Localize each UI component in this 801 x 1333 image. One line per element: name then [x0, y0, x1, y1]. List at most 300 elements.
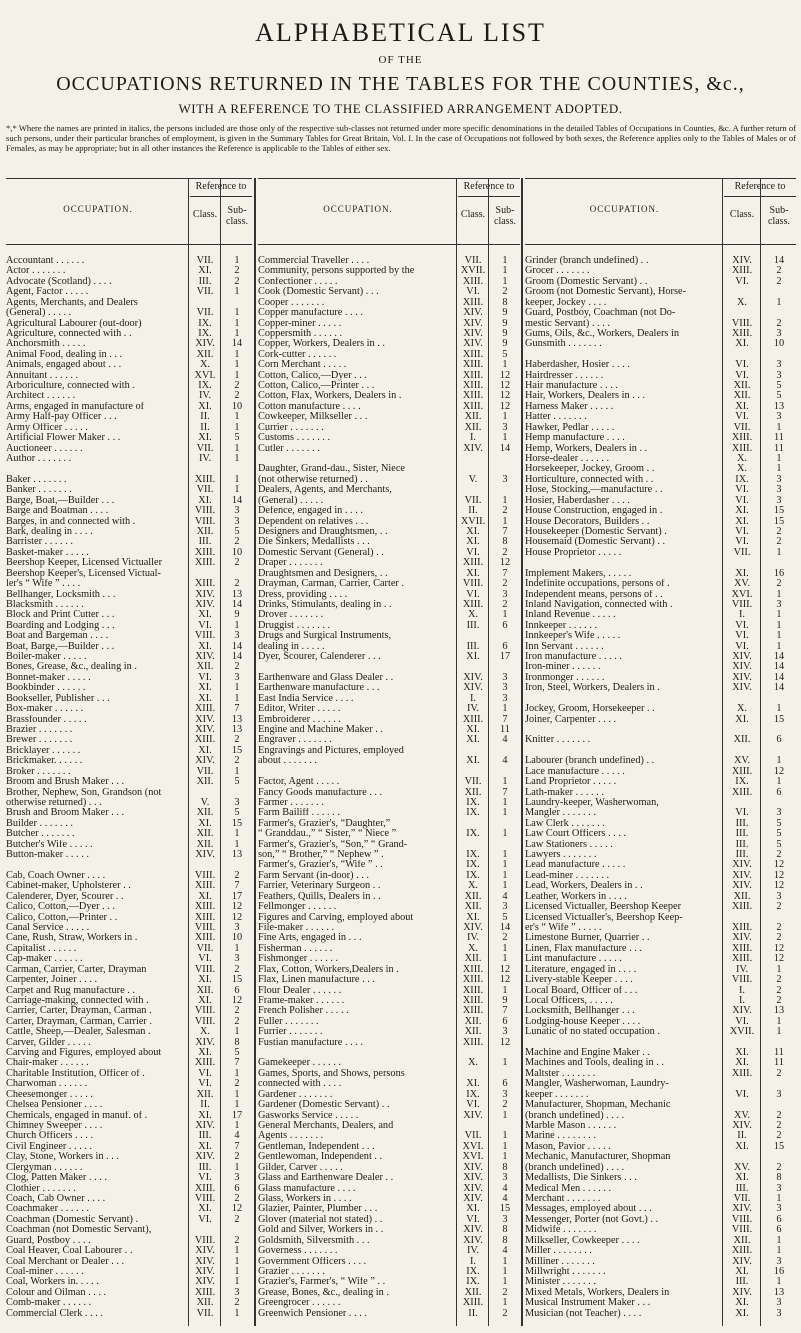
sub-class-value: 15	[231, 744, 243, 756]
table-row	[258, 1038, 520, 1048]
occupation-name: Land Proprietor . . . . .	[525, 777, 617, 788]
table-row	[525, 1288, 796, 1298]
reference-to-heading: Reference to	[190, 181, 252, 197]
sub-class-value: 12	[499, 1036, 511, 1048]
class-value: IV.	[466, 932, 480, 944]
occupation-name: son,” “ Brother,” “ Nephew ” .	[258, 850, 384, 861]
occupation-name: Mangler, Washerwoman, Laundry-	[525, 1079, 669, 1090]
class-value: III.	[735, 838, 749, 850]
table-row	[258, 725, 520, 735]
class-value: VII.	[464, 1130, 482, 1142]
sub-class-value: 1	[502, 849, 508, 861]
table-row	[258, 652, 520, 662]
occupation-name: Boat, Barge,—Builder . . .	[6, 641, 115, 652]
occupation-name: Cab, Coach Owner . . . .	[6, 870, 106, 881]
sub-class-value: 1	[502, 1151, 508, 1163]
occupation-name: Cotton manufacture . . . .	[258, 401, 361, 412]
sub-class-value: 2	[502, 932, 508, 944]
occupation-name: Mason, Pavior . . . . .	[525, 1141, 611, 1152]
sub-class-heading: Sub-class.	[494, 205, 516, 227]
sub-class-value: 1	[776, 421, 782, 433]
sub-class-value: 9	[502, 994, 508, 1006]
table-row	[525, 1184, 796, 1194]
class-value: XIII.	[194, 1057, 216, 1069]
table-row	[258, 517, 520, 527]
table-row	[6, 673, 252, 683]
table-row	[525, 860, 796, 870]
table-row	[258, 788, 520, 798]
table-row	[6, 1100, 252, 1110]
table-row	[525, 1298, 796, 1308]
occupation-name: Lead-miner . . . . . . .	[525, 870, 610, 881]
occupation-name: Barge and Boatman . . . .	[6, 506, 109, 517]
class-value: VI.	[198, 619, 212, 631]
occupation-name: Agricultural Labourer (out-door)	[6, 318, 142, 329]
table-row	[525, 1163, 796, 1173]
class-value: XIII.	[462, 359, 484, 371]
class-value: XIV.	[463, 682, 483, 694]
occupation-name: Button-maker . . . . .	[6, 850, 89, 861]
sub-class-value: 1	[234, 453, 240, 465]
occupation-name: Anchorsmith . . . . .	[6, 339, 86, 350]
occupation-name: Labourer (branch undefined) . .	[525, 756, 655, 767]
sub-class-value: 7	[502, 713, 508, 725]
occupation-name: Musical Instrument Maker . . .	[525, 1298, 651, 1309]
class-value: XI.	[735, 1265, 749, 1277]
table-row	[525, 767, 796, 777]
class-value: XII.	[196, 807, 214, 819]
occupation-name: about . . . . . . .	[258, 756, 317, 767]
occupation-name: (General) . . . . .	[6, 308, 72, 319]
sub-class-value: 2	[234, 1192, 240, 1204]
occupation-name: Draper . . . . . . .	[258, 558, 323, 569]
occupation-name: Cutler . . . . . . .	[258, 443, 320, 454]
table-row	[6, 485, 252, 495]
class-value: XIII.	[194, 932, 216, 944]
occupation-name: House Decorators, Builders . .	[525, 516, 650, 527]
occupation-name: Basket-maker . . . . .	[6, 547, 89, 558]
class-value: XV.	[733, 1109, 751, 1121]
sub-class-value: 1	[502, 1057, 508, 1069]
occupation-name: Iron, Steel, Workers, Dealers in .	[525, 683, 660, 694]
table-row	[6, 829, 252, 839]
table-row	[258, 1298, 520, 1308]
occupation-name: otherwise returned) . . .	[6, 797, 102, 808]
table-row	[525, 1100, 796, 1110]
table-row	[258, 642, 520, 652]
occupation-name: House Proprietor . . . . .	[525, 547, 622, 558]
occupation-name: Bonnet-maker . . . . .	[6, 672, 91, 683]
class-value: XI.	[466, 567, 480, 579]
occupation-name: Flour Dealer . . . . . .	[258, 985, 342, 996]
table-row	[525, 1017, 796, 1027]
class-value: XIII.	[194, 1286, 216, 1298]
occupation-name: Machine and Engine Maker . .	[525, 1048, 650, 1059]
class-value: XI.	[198, 1109, 212, 1121]
table-row	[525, 360, 796, 370]
class-value: IX.	[466, 1276, 480, 1288]
sub-class-value: 1	[776, 463, 782, 475]
table-row	[258, 1236, 520, 1246]
table-row	[6, 871, 252, 881]
sub-class-value: 1	[234, 327, 240, 339]
occupation-name: Independent means, persons of . .	[525, 589, 663, 600]
class-value: XII.	[733, 734, 751, 746]
sub-class-value: 1	[234, 369, 240, 381]
occupation-heading: OCCUPATION.	[589, 204, 660, 214]
occupation-name: Frame-maker . . . . . .	[258, 995, 345, 1006]
occupation-name: Figures and Carving, employed about	[258, 912, 414, 923]
sub-class-value: 1	[502, 953, 508, 965]
sub-class-value: 3	[776, 411, 782, 423]
class-value: XIV.	[463, 338, 483, 350]
table-row	[258, 1058, 520, 1068]
class-value: VIII.	[731, 317, 753, 329]
table-row	[6, 642, 252, 652]
class-value: VI.	[466, 588, 480, 600]
occupation-name: Grazier . . . . . . .	[258, 1266, 325, 1277]
occupation-name: Chemicals, engaged in manuf. of .	[6, 1110, 148, 1121]
occupation-name: General Merchants, Dealers, and	[258, 1121, 394, 1132]
sub-class-value: 3	[776, 1088, 782, 1100]
table-row	[525, 496, 796, 506]
sub-class-value: 1	[234, 1088, 240, 1100]
class-value: XI.	[198, 994, 212, 1006]
occupation-name: Innkeeper's Wife . . . . .	[525, 631, 621, 642]
table-row	[525, 319, 796, 329]
table-row	[6, 454, 252, 464]
page-title: ALPHABETICAL LIST	[255, 18, 546, 47]
sub-class-value: 11	[500, 723, 510, 735]
sub-class-value: 14	[231, 651, 243, 663]
sub-class-value: 1	[776, 630, 782, 642]
table-row	[258, 558, 520, 568]
table-row	[258, 444, 520, 454]
occupation-name: Advocate (Scotland) . . . .	[6, 276, 112, 287]
table-row	[525, 1142, 796, 1152]
class-value: III.	[198, 1130, 212, 1142]
occupation-name: Editor, Writer . . . . .	[258, 704, 341, 715]
sub-class-value: 2	[234, 869, 240, 881]
class-value: IX.	[466, 859, 480, 871]
class-value: XIV.	[463, 1224, 483, 1236]
class-value: XIII.	[462, 1297, 484, 1309]
class-value: XII.	[464, 411, 482, 423]
occupation-name: Implement Makers, . . . . .	[525, 568, 632, 579]
class-value: XIV.	[195, 755, 215, 767]
table-row	[525, 871, 796, 881]
occupation-name: er's “ Wife ” . . . . .	[525, 923, 602, 933]
table-row	[6, 1152, 252, 1162]
sub-class-value: 1	[502, 1255, 508, 1267]
class-value: XIII.	[731, 1067, 753, 1079]
occupation-name: Medallists, Die Sinkers . . .	[525, 1173, 637, 1184]
table-row	[6, 1111, 252, 1121]
page-subtitle-2: WITH A REFERENCE TO THE CLASSIFIED ARRANGEMENT ADOPTED.	[178, 101, 623, 116]
table-row	[525, 527, 796, 537]
occupation-name: Engine and Machine Maker . .	[258, 724, 383, 735]
table-row	[6, 350, 252, 360]
sub-class-value: 2	[502, 546, 508, 558]
sub-class-value: 1	[776, 1234, 782, 1246]
sub-class-value: 1	[502, 703, 508, 715]
table-row	[525, 965, 796, 975]
occupation-name: Designers and Draughtsmen, . .	[258, 526, 388, 537]
occupation-name: Glazier, Painter, Plumber . . .	[258, 1204, 378, 1215]
class-value: XIII.	[462, 275, 484, 287]
occupation-name: Broom and Brush Maker . . .	[6, 777, 125, 788]
class-value: XVI.	[731, 588, 753, 600]
table-row	[258, 464, 520, 474]
class-value: XIV.	[195, 723, 215, 735]
table-row	[525, 694, 796, 704]
sub-class-value: 1	[502, 411, 508, 423]
sub-class-value: 2	[234, 1234, 240, 1246]
occupation-name: Housekeeper (Domestic Servant) .	[525, 526, 667, 537]
class-value: X.	[467, 609, 478, 621]
occupation-name: Glass manufacture . . . .	[258, 1183, 356, 1194]
class-value: III.	[735, 828, 749, 840]
table-row	[525, 715, 796, 725]
sub-class-value: 1	[234, 317, 240, 329]
sub-class-value: 1	[502, 1265, 508, 1277]
sub-class-value: 5	[234, 1047, 240, 1059]
table-row	[525, 1267, 796, 1277]
class-value: XIV.	[732, 255, 752, 266]
table-row	[525, 600, 796, 610]
occupation-name: Law Court Officers . . . .	[525, 829, 627, 840]
class-value: VI.	[198, 953, 212, 965]
sub-class-value: 7	[234, 703, 240, 715]
occupation-name: Carver, Gilder . . . . .	[6, 1037, 91, 1048]
table-row	[525, 537, 796, 547]
sub-class-value: 1	[234, 442, 240, 454]
class-value: II.	[200, 1099, 210, 1111]
table-row	[6, 725, 252, 735]
occupation-name: Boiler-maker . . . . .	[6, 652, 87, 663]
table-row	[6, 746, 252, 756]
class-value: VIII.	[194, 1005, 216, 1017]
table-row	[258, 423, 520, 433]
sub-class-value: 15	[499, 1203, 511, 1215]
class-value: II.	[200, 421, 210, 433]
table-row	[525, 329, 796, 339]
class-value: XIII.	[731, 942, 753, 954]
occupation-name: Carpet and Rug manufacture . .	[6, 985, 135, 996]
table-row	[6, 1173, 252, 1183]
occupation-name: Guard, Postboy . . . .	[6, 1235, 91, 1246]
sub-class-value: 3	[234, 515, 240, 527]
sub-class-value: 1	[776, 619, 782, 631]
table-row	[525, 1309, 796, 1319]
table-row	[6, 683, 252, 693]
table-row	[6, 944, 252, 954]
class-value: XIV.	[463, 671, 483, 683]
sub-class-value: 2	[502, 505, 508, 517]
occupation-name: Licensed Victualler's, Beershop Keep-	[525, 912, 683, 923]
occupation-name: Feathers, Quills, Dealers in . .	[258, 891, 381, 902]
sub-class-value: 1	[776, 963, 782, 975]
table-row	[6, 391, 252, 401]
table-row	[258, 475, 520, 485]
occupation-name: File-maker . . . . . .	[258, 923, 335, 933]
class-value: XII.	[196, 525, 214, 537]
sub-class-value: 1	[776, 296, 782, 308]
sub-class-value: 3	[776, 598, 782, 610]
sub-class-value: 13	[231, 588, 243, 600]
class-heading: Class.	[729, 209, 755, 220]
class-value: XIV.	[195, 598, 215, 610]
class-value: XII.	[196, 776, 214, 788]
table-row	[6, 1017, 252, 1027]
occupation-name: Calenderer, Dyer, Scourer . .	[6, 891, 124, 902]
sub-class-value: 3	[776, 1255, 782, 1267]
table-row	[6, 266, 252, 276]
column-header-2	[258, 178, 520, 245]
occupation-name: Milliner . . . . . . .	[525, 1256, 595, 1267]
class-value: II.	[737, 1130, 747, 1142]
sub-class-value: 1	[502, 1297, 508, 1309]
table-row	[6, 287, 252, 297]
table-row	[6, 798, 252, 808]
class-value: I.	[469, 692, 476, 704]
occupation-name: Glass, Workers in . . . .	[258, 1193, 352, 1204]
table-row	[525, 1006, 796, 1016]
class-value: XIII.	[194, 880, 216, 892]
table-row	[258, 746, 520, 756]
sub-class-value: 12	[231, 994, 243, 1006]
class-value: IX.	[466, 869, 480, 881]
sub-class-value: 2	[502, 286, 508, 298]
occupation-name: Canal Service . . . . .	[6, 923, 90, 933]
sub-class-value: 1	[502, 942, 508, 954]
table-row	[6, 777, 252, 787]
sub-class-value: 12	[499, 369, 511, 381]
occupation-name: Civil Engineer . . . . .	[6, 1141, 93, 1152]
class-value: IX.	[466, 1265, 480, 1277]
table-row	[525, 433, 796, 443]
class-value: XIV.	[463, 1172, 483, 1184]
occupation-name: Mechanic, Manufacturer, Shopman	[525, 1152, 671, 1163]
class-value: XII.	[196, 984, 214, 996]
sub-class-value: 9	[502, 317, 508, 329]
sub-class-value: 1	[234, 1307, 240, 1319]
table-row	[525, 558, 796, 568]
sub-class-value: 12	[773, 942, 785, 954]
table-row	[6, 631, 252, 641]
table-row	[525, 704, 796, 714]
occupation-name: Livery-stable Keeper . . . .	[525, 975, 633, 986]
sub-class-value: 12	[499, 380, 511, 392]
class-value: VI.	[198, 1078, 212, 1090]
table-row	[6, 1079, 252, 1089]
class-value: VII.	[464, 255, 482, 266]
table-row	[525, 1173, 796, 1183]
occupation-name: Lead manufacture . . . . .	[525, 860, 626, 871]
sub-class-value: 1	[234, 765, 240, 777]
occupation-name: Grocer . . . . . . .	[525, 266, 590, 277]
sub-class-value: 2	[776, 849, 782, 861]
table-row	[525, 579, 796, 589]
occupation-name: Ironmonger . . . . . .	[525, 672, 605, 683]
class-value: II.	[200, 411, 210, 423]
table-row	[258, 850, 520, 860]
class-value: XIV.	[195, 1151, 215, 1163]
occupation-name: Boarding and Lodging . . .	[6, 620, 115, 631]
table-row	[6, 652, 252, 662]
occupation-name: Cotton, Calico,—Printer . . .	[258, 381, 375, 392]
class-value: VII.	[464, 494, 482, 506]
sub-class-value: 14	[231, 640, 243, 652]
table-row	[525, 975, 796, 985]
sub-class-value: 1	[502, 359, 508, 371]
occupation-name: Barrister . . . . . .	[6, 537, 73, 548]
sub-class-value: 14	[773, 651, 785, 663]
table-row	[525, 662, 796, 672]
table-row	[525, 381, 796, 391]
table-row	[258, 454, 520, 464]
occupation-name: Arms, engaged in manufacture of	[6, 401, 145, 412]
sub-class-value: 1	[502, 609, 508, 621]
table-row	[258, 798, 520, 808]
sub-class-value: 3	[234, 1286, 240, 1298]
class-value: XI.	[198, 890, 212, 902]
occupation-name: Cap-maker . . . . . .	[6, 954, 83, 965]
occupation-name: Actor . . . . . . .	[6, 266, 66, 277]
sub-class-value: 7	[234, 1140, 240, 1152]
occupation-name: Messages, employed about . . .	[525, 1204, 652, 1215]
occupation-name: Capitalist . . . . . .	[6, 943, 77, 954]
table-row	[258, 579, 520, 589]
class-value: VI.	[735, 359, 749, 371]
sub-class-value: 2	[234, 1151, 240, 1163]
table-row	[258, 1257, 520, 1267]
table-row	[6, 1131, 252, 1141]
occupation-name: Horsekeeper, Jockey, Groom . .	[525, 464, 655, 475]
class-value: VII.	[196, 442, 214, 454]
table-row	[525, 881, 796, 891]
sub-class-value: 12	[499, 963, 511, 975]
occupation-name: Miller . . . . . . . .	[525, 1246, 592, 1257]
occupation-name: Commercial Traveller . . . .	[258, 256, 370, 266]
sub-class-value: 5	[234, 525, 240, 537]
occupation-name: Gilder, Carver . . . . .	[258, 1162, 343, 1173]
class-value: VII.	[196, 255, 214, 266]
table-row	[258, 777, 520, 787]
class-value: VIII.	[194, 630, 216, 642]
table-row	[525, 590, 796, 600]
sub-class-value: 2	[234, 661, 240, 673]
sub-class-value: 1	[234, 1161, 240, 1173]
class-value: XIII.	[462, 348, 484, 360]
class-value: XIII.	[194, 546, 216, 558]
occupation-name: Grazier's, Farmer's, “ Wife ” . .	[258, 1277, 386, 1288]
class-value: XIV.	[463, 317, 483, 329]
occupation-name: Coal-miner . . . . . .	[6, 1266, 84, 1277]
occupation-name: Author . . . . . . .	[6, 454, 72, 465]
occupation-name: Confectioner . . . . .	[258, 276, 338, 287]
sub-class-value: 12	[499, 557, 511, 569]
table-row	[6, 527, 252, 537]
occupation-name: Coachmaker . . . . . .	[6, 1204, 89, 1215]
sub-class-value: 6	[776, 734, 782, 746]
table-row	[6, 1163, 252, 1173]
occupation-name: Carpenter, Joiner . . . .	[6, 975, 98, 986]
occupation-name: Embroiderer . . . . . .	[258, 714, 341, 725]
occupation-name: Lunatic of no stated occupation .	[525, 1027, 660, 1038]
table-row	[6, 1246, 252, 1256]
class-value: XIII.	[462, 380, 484, 392]
